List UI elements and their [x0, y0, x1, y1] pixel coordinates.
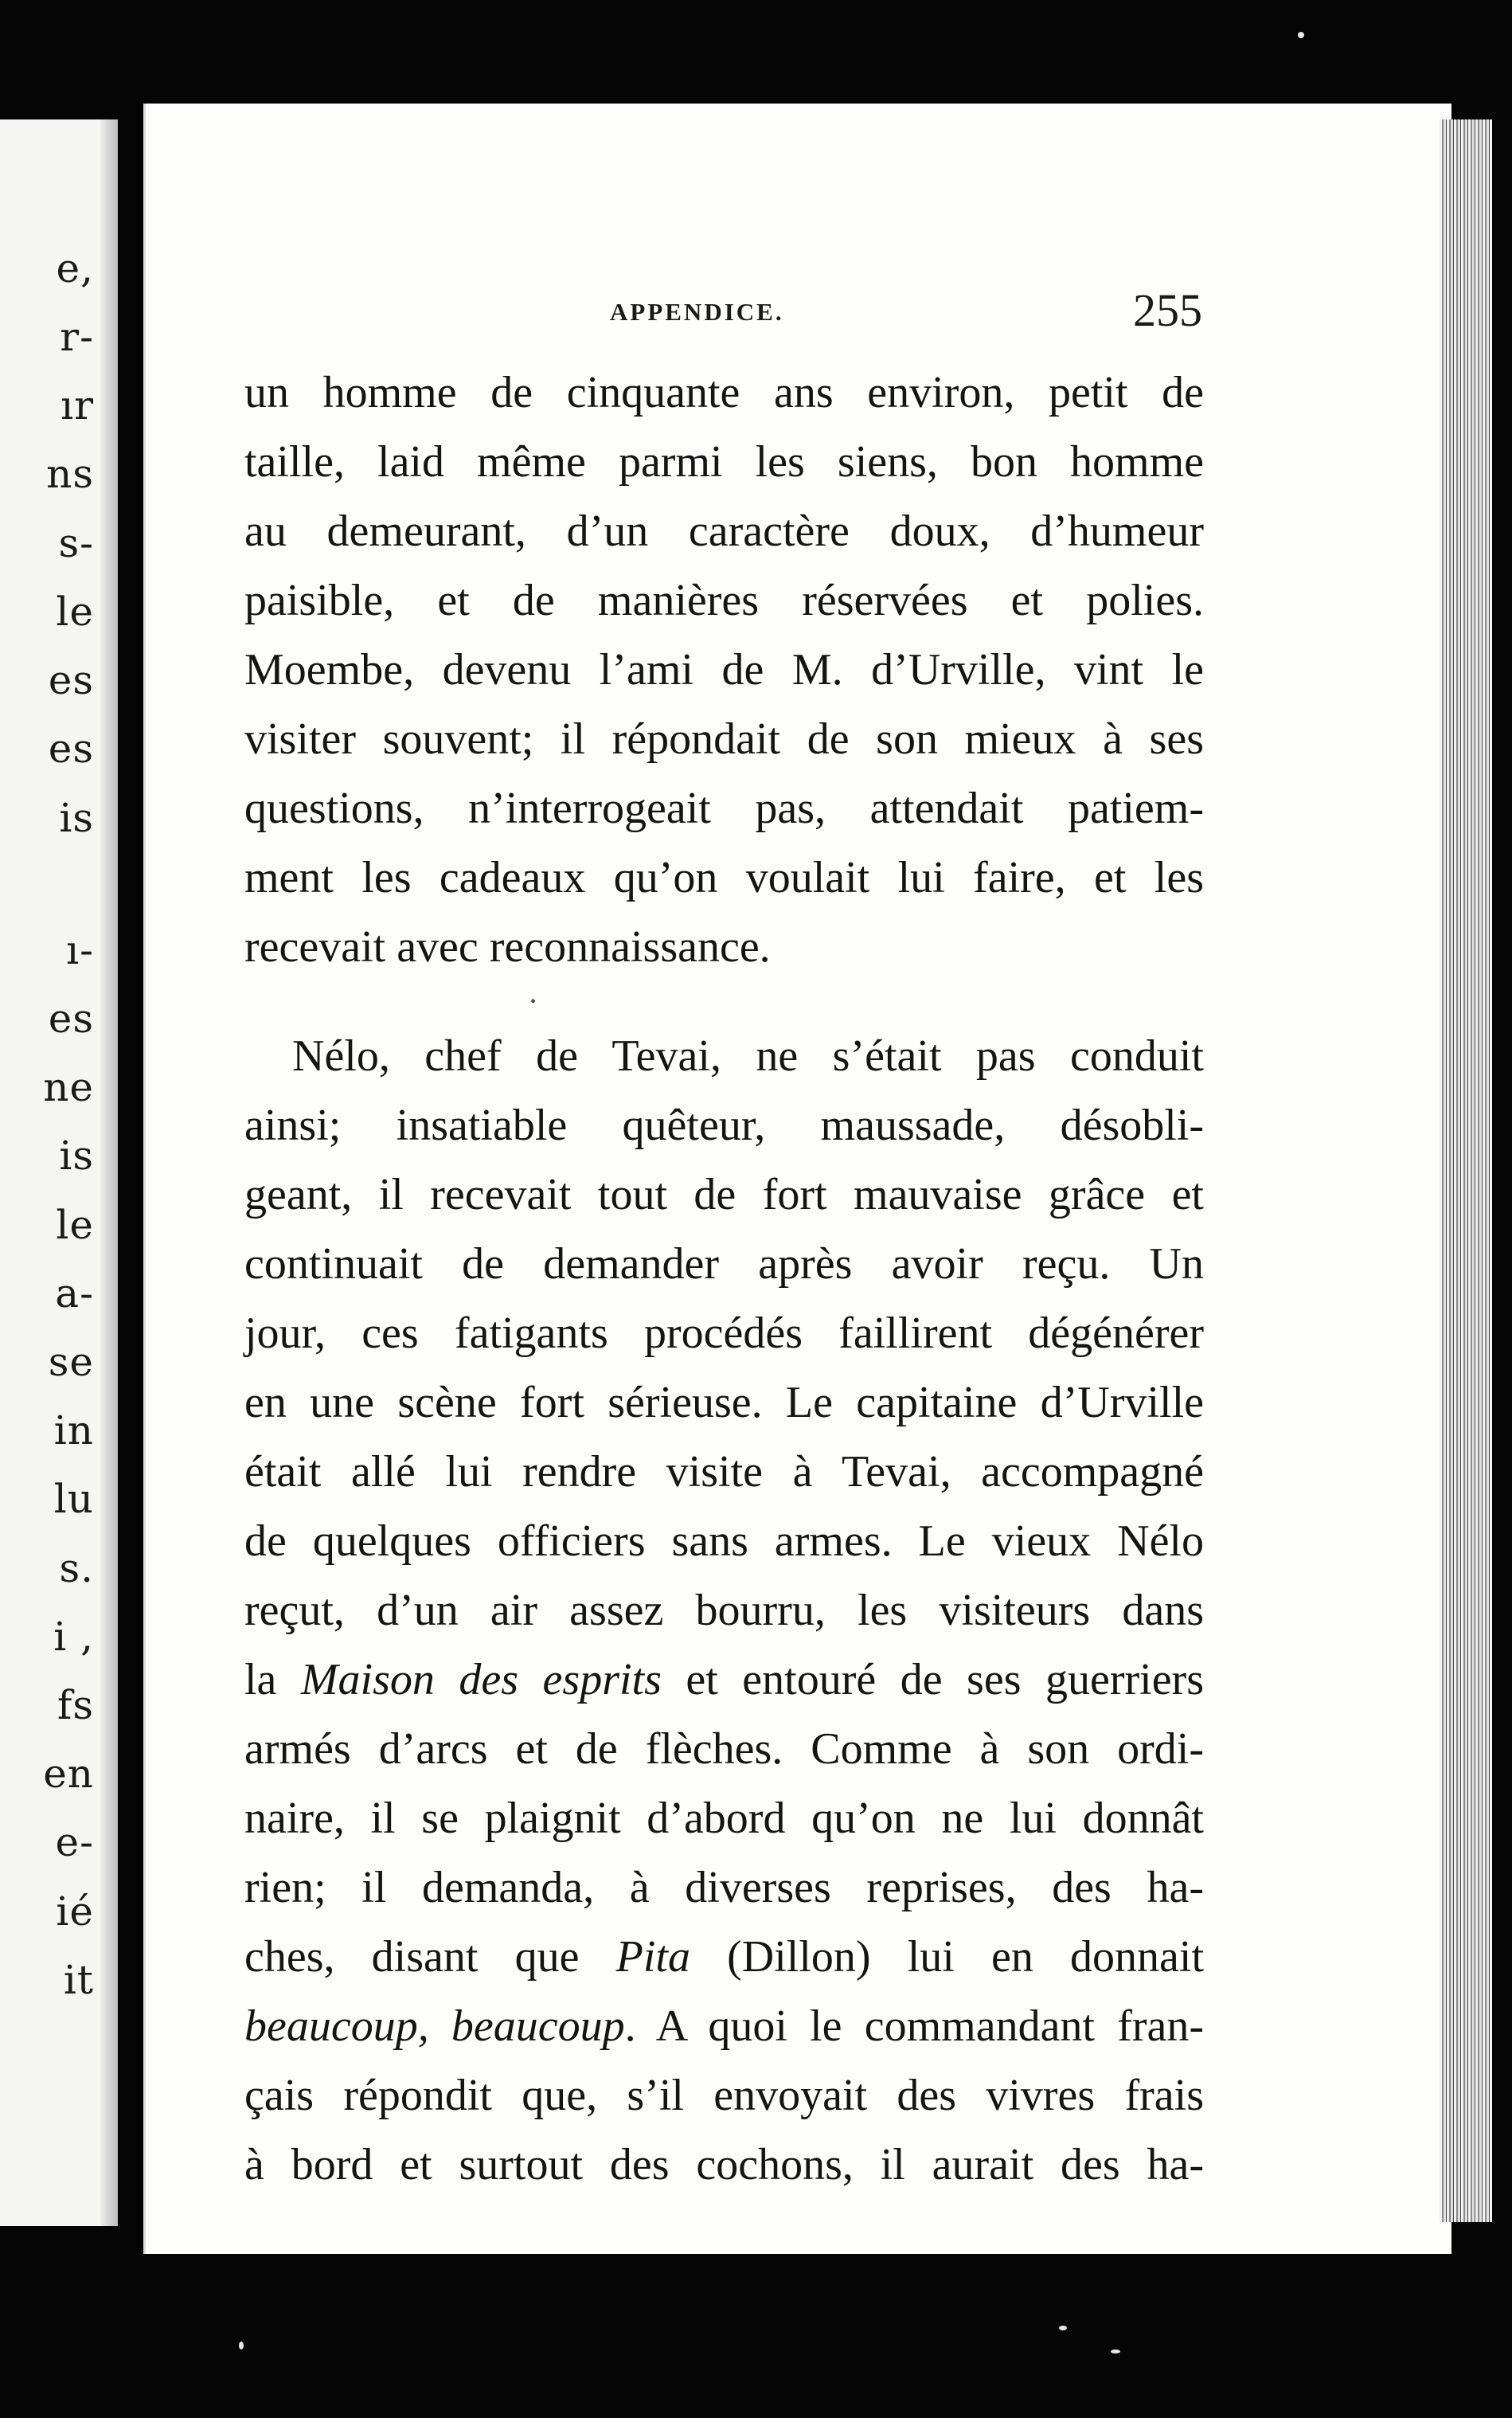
- left-page-line-ending: se: [48, 1339, 94, 1385]
- text-line: au demeurant, d’un caractère doux, d’humeur: [244, 507, 1204, 556]
- text-line: questions, n’interrogeait pas, attendait patiem-: [244, 784, 1204, 833]
- text-line: taille, laid même parmi les siens, bon homme: [244, 437, 1204, 487]
- left-page-line-ending: s.: [59, 1545, 94, 1591]
- left-page-line-ending: i ,: [53, 1614, 94, 1660]
- left-page-line-ending: ır: [61, 382, 94, 428]
- text-run: la: [244, 1655, 301, 1704]
- text-run: et entouré de ses guerriers: [661, 1655, 1204, 1704]
- text-run: ches, disant que: [244, 1932, 616, 1982]
- text-line: [244, 1992, 1204, 2061]
- left-page-line-ending: le: [56, 589, 94, 635]
- text-line: était allé lui rendre visite à Tevai, accompagné: [244, 1447, 1204, 1497]
- scan-speck: [1298, 32, 1304, 38]
- text-line: jour, ces fatigants procédés faillirent dégénérer: [244, 1309, 1204, 1358]
- left-page-line-ending: ı-: [66, 927, 94, 973]
- paragraph-1: [244, 358, 1204, 982]
- text-line: un homme de cinquante ans environ, petit de: [244, 368, 1204, 417]
- left-page-line-ending: it: [63, 1957, 94, 2003]
- running-head: APPENDICE.: [610, 298, 784, 326]
- left-page-line-ending: en: [43, 1751, 94, 1797]
- left-page-line-ending: in: [53, 1407, 94, 1454]
- italic-title: Maison des esprits: [300, 1655, 662, 1704]
- left-page-line-ending: e,: [56, 245, 94, 291]
- text-line: à bord et surtout des cochons, il aurait des ha-: [244, 2140, 1204, 2189]
- scan-speck: [1111, 2350, 1120, 2353]
- left-page-line-ending: r-: [60, 314, 94, 360]
- text-line: çais répondit que, s’il envoyait des vivres frais: [244, 2071, 1204, 2120]
- left-page-fragment: [0, 119, 118, 2226]
- left-page-line-ending: es: [48, 657, 94, 703]
- text-line: de quelques officiers sans armes. Le vieux Nélo: [244, 1516, 1204, 1566]
- left-page-line-ending: ne: [43, 1064, 94, 1110]
- text-line: [244, 1923, 1204, 1992]
- page-header: [390, 284, 1202, 336]
- text-line: en une scène fort sérieuse. Le capitaine d’Urville: [244, 1378, 1204, 1427]
- text-line: paisible, et de manières réservées et polies.: [244, 576, 1204, 625]
- text-line: ment les cadeaux qu’on voulait lui faire, et les: [244, 853, 1204, 902]
- page-number: 255: [1133, 284, 1202, 336]
- left-page-line-ending: ié: [56, 1888, 94, 1935]
- paragraph-2: [244, 1022, 1204, 2200]
- left-page-line-ending: le: [56, 1202, 94, 1248]
- italic-name: Pita: [615, 1932, 690, 1982]
- left-page-line-ending: es: [48, 726, 94, 772]
- left-page-line-ending: s-: [58, 520, 94, 566]
- left-page-line-ending: fs: [57, 1682, 94, 1728]
- text-line: [244, 1645, 1204, 1715]
- page-edges: [1440, 119, 1492, 2222]
- left-page-line-ending: e-: [55, 1819, 94, 1865]
- left-page-line-ending: is: [59, 1133, 94, 1179]
- scan-speck: [239, 2342, 244, 2350]
- text-run: (Dillon) lui en donnait: [690, 1932, 1205, 1982]
- body-text: [244, 358, 1204, 2200]
- text-line: recevait avec reconnaissance.: [244, 922, 771, 972]
- left-page-gutter-shadow: [100, 119, 118, 2226]
- text-line: naire, il se plaignit d’abord qu’on ne lui donnât: [244, 1794, 1204, 1843]
- text-line: Moembe, devenu l’ami de M. d’Urville, vint le: [244, 645, 1204, 694]
- left-page-line-ending: lu: [53, 1476, 94, 1522]
- italic-quote: beaucoup, beaucoup: [244, 2001, 625, 2051]
- text-line: reçut, d’un air assez bourru, les visiteurs dans: [244, 1586, 1204, 1635]
- text-line: ainsi; insatiable quêteur, maussade, désobli-: [244, 1101, 1204, 1150]
- text-line: rien; il demanda, à diverses reprises, des ha-: [244, 1863, 1204, 1912]
- separator-dot: •: [529, 993, 536, 1011]
- left-page-line-ending: ns: [46, 451, 94, 497]
- left-page-line-ending: a-: [55, 1270, 94, 1317]
- left-page-line-ending: is: [59, 795, 94, 841]
- text-line: geant, il recevait tout de fort mauvaise grâce et: [244, 1170, 1204, 1219]
- text-line: visiter souvent; il répondait de son mieux à ses: [244, 714, 1204, 764]
- scan-speck: [1059, 2326, 1067, 2330]
- text-run: . A quoi le commandant fran-: [624, 2001, 1204, 2051]
- text-line: Nélo, chef de Tevai, ne s’était pas conduit: [292, 1031, 1204, 1081]
- text-line: armés d’arcs et de flèches. Comme à son ordi-: [244, 1724, 1204, 1774]
- left-page-line-ending: es: [48, 996, 94, 1042]
- text-line: continuait de demander après avoir reçu. Un: [244, 1239, 1204, 1289]
